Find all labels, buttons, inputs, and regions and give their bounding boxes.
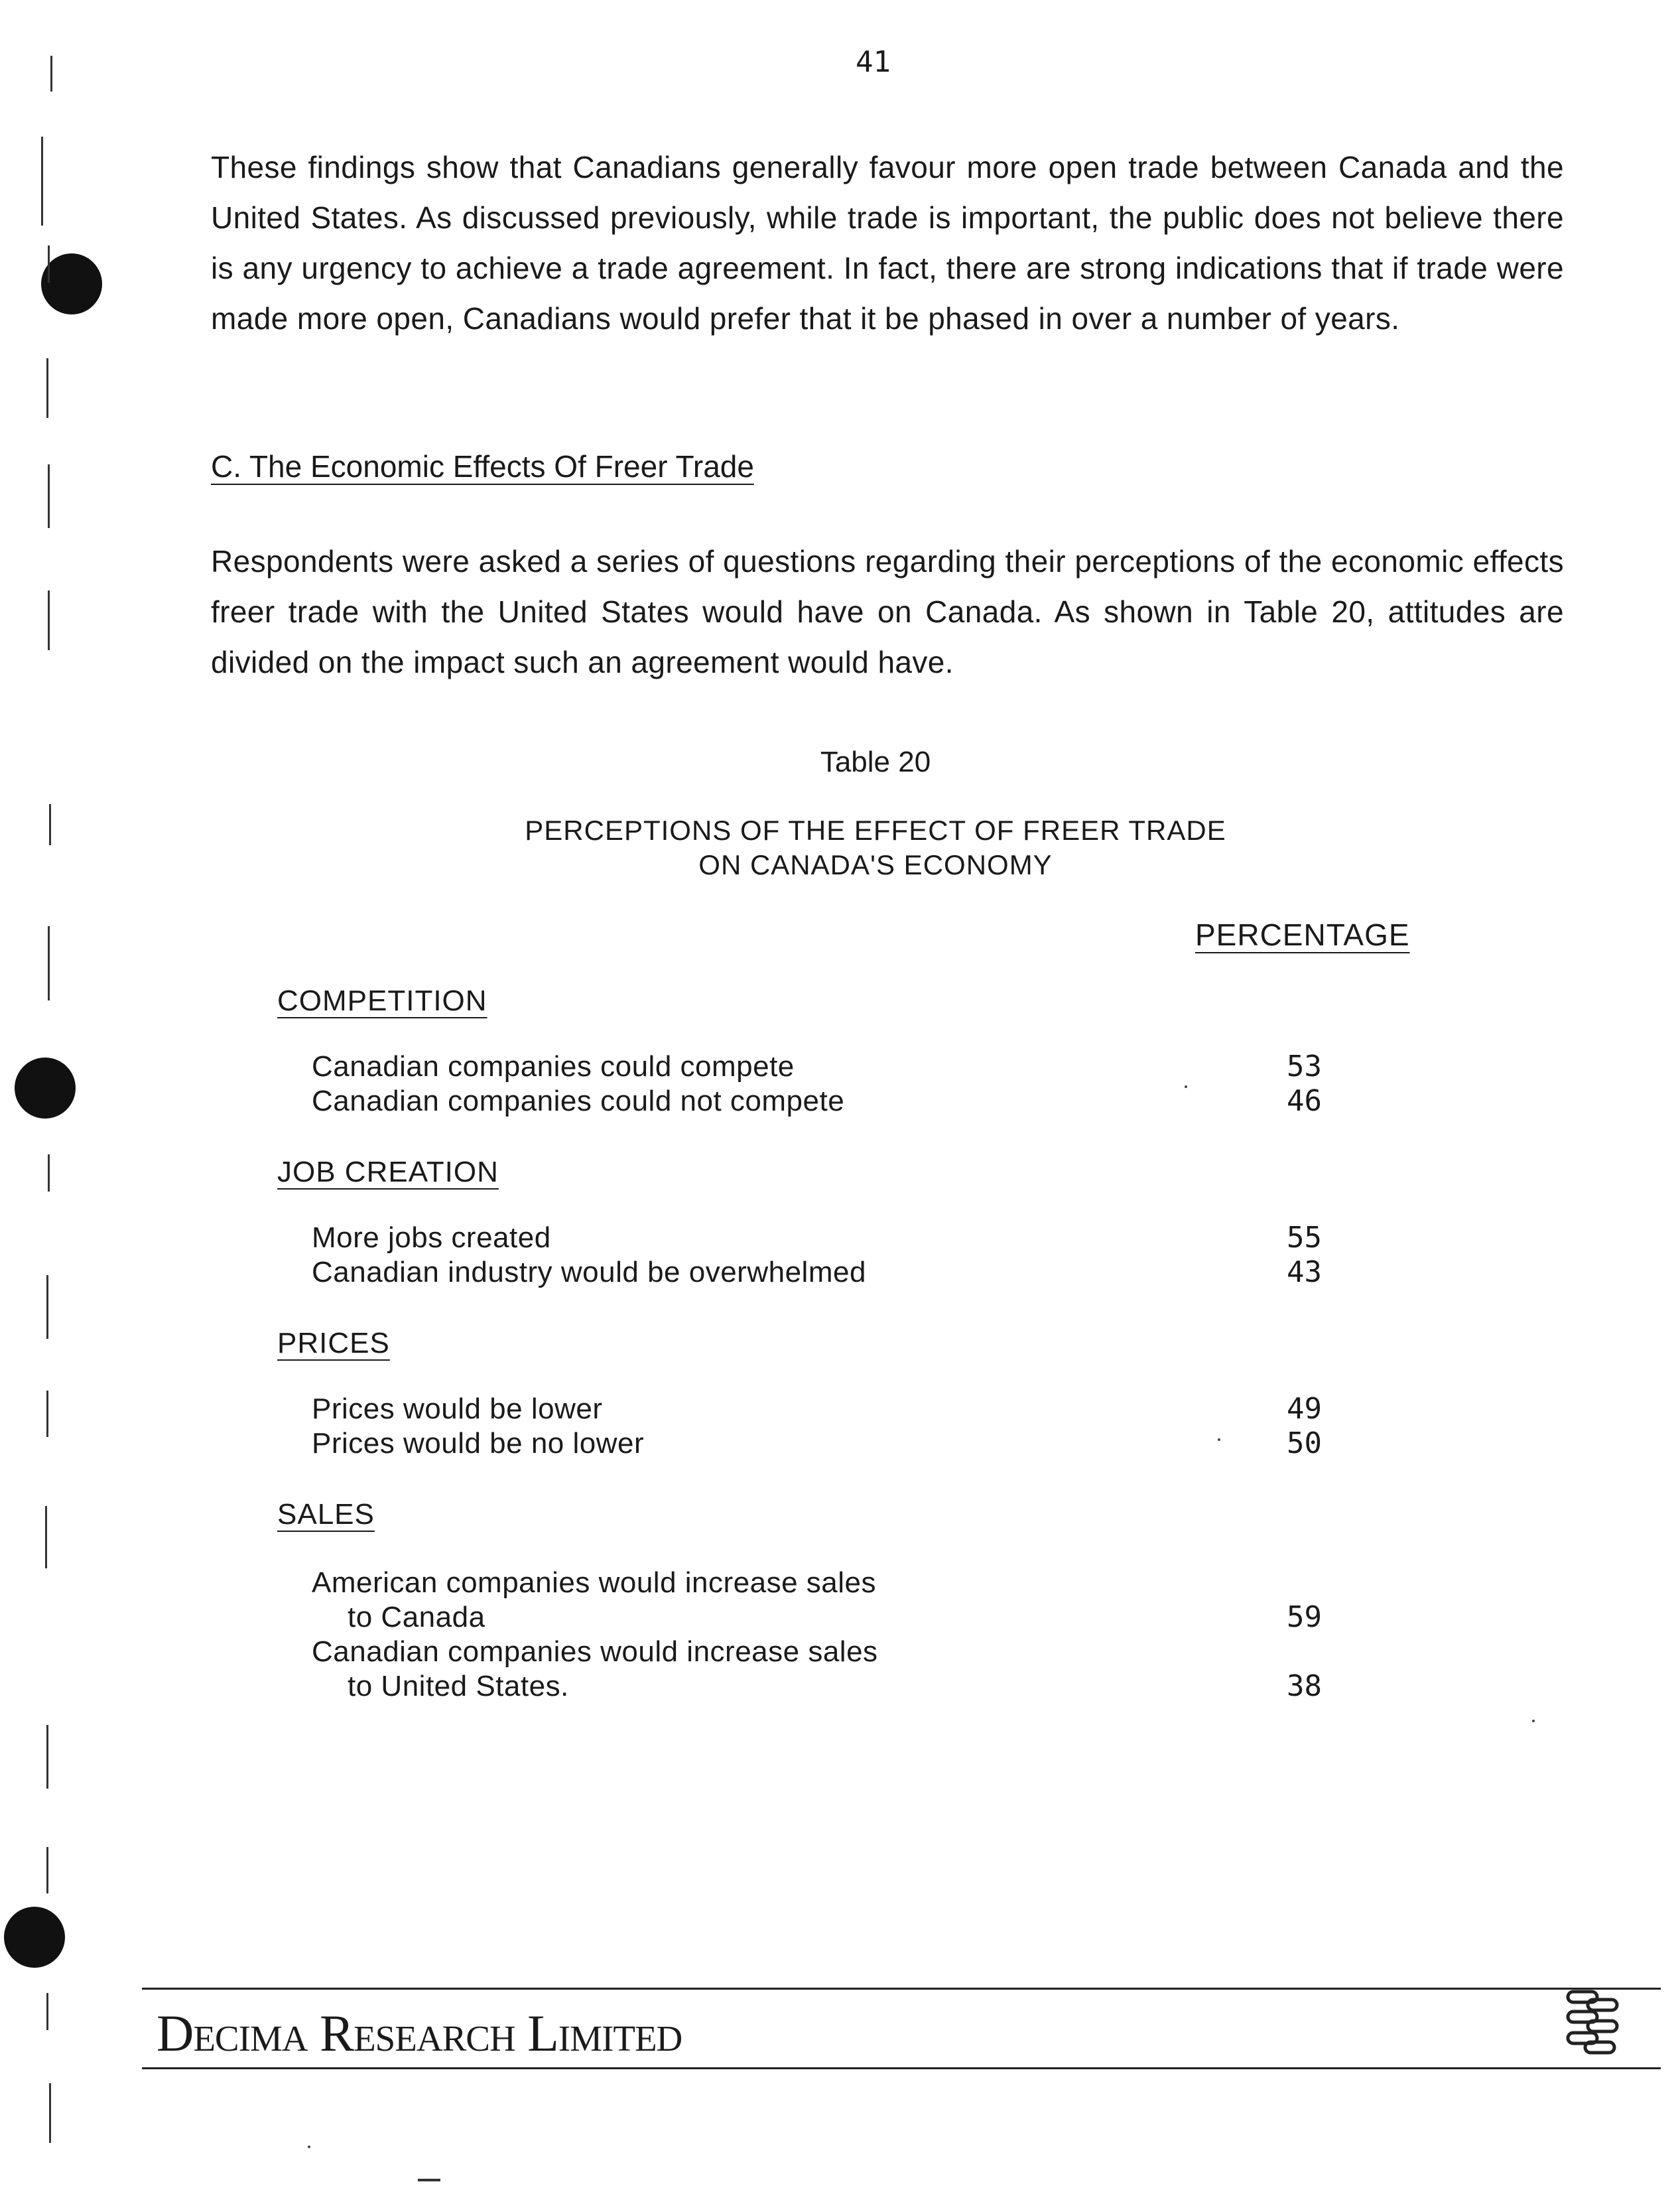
table-row-label-line-2: to United States.	[348, 1670, 569, 1702]
category-prices: PRICES	[277, 1327, 390, 1359]
margin-mark	[49, 804, 51, 845]
table-title	[0, 813, 1680, 882]
margin-mark	[48, 926, 50, 1000]
table-caption: Table 20	[820, 746, 931, 778]
margin-mark	[41, 137, 43, 226]
footer-brand: Decima Research Limited	[157, 2004, 682, 2062]
scan-speck	[1532, 1720, 1535, 1722]
table-row-value: 49	[1287, 1392, 1322, 1426]
scan-speck	[308, 2146, 310, 2148]
table-row-value: 43	[1287, 1255, 1322, 1289]
margin-mark	[46, 1847, 48, 1893]
table-row-label: Canadian companies could not compete	[312, 1085, 845, 1117]
table-row-label	[312, 1566, 876, 1635]
binder-hole	[4, 1907, 65, 1968]
table-row-value: 53	[1287, 1050, 1322, 1083]
category-competition: COMPETITION	[277, 985, 487, 1017]
margin-mark	[46, 358, 48, 418]
margin-mark	[46, 1391, 48, 1437]
category-job-creation: JOB CREATION	[277, 1156, 499, 1188]
table-title-line-1: PERCEPTIONS OF THE EFFECT OF FREER TRADE	[525, 815, 1226, 846]
table-row-value: 50	[1287, 1426, 1322, 1460]
margin-mark	[46, 1725, 48, 1789]
intro-paragraph: These findings show that Canadians generally favour more open trade between Canada and the United States. As discussed previously, while trade is important, the public does not believe there is any urgency to achieve a trade agreement. In fact, there are strong indications that if trade were made more open, Canadians would prefer that it be phased in over a number of years.	[211, 150, 1564, 336]
margin-mark	[48, 245, 50, 283]
margin-mark	[50, 56, 52, 92]
binder-hole	[15, 1058, 76, 1119]
table-row-value: 38	[1287, 1669, 1322, 1703]
table-row-label: Canadian industry would be overwhelmed	[312, 1256, 866, 1288]
percentage-column-header: PERCENTAGE	[1195, 918, 1410, 952]
page-number: 41	[856, 45, 891, 79]
section-paragraph: Respondents were asked a series of questions regarding their perceptions of the economic effects freer trade with the United States would have on Canada. As shown in Table 20, attitudes are divided on the impact such an agreement would have.	[211, 544, 1564, 679]
table-row-label: Prices would be lower	[312, 1393, 603, 1425]
decima-logo-icon	[1559, 1986, 1632, 2059]
margin-mark	[48, 590, 50, 650]
scan-dash	[418, 2179, 440, 2181]
margin-mark	[48, 464, 50, 528]
scan-speck	[1218, 1438, 1220, 1441]
binder-hole	[41, 253, 102, 314]
table-row-value: 55	[1287, 1221, 1322, 1255]
table-row-label: More jobs created	[312, 1221, 551, 1254]
table-row-label-line-1: Canadian companies would increase sales	[312, 1635, 878, 1668]
margin-mark	[45, 1506, 47, 1568]
category-sales: SALES	[277, 1498, 375, 1531]
table-row-label: Canadian companies could compete	[312, 1050, 795, 1083]
margin-mark	[46, 1275, 48, 1339]
table-row-label: Prices would be no lower	[312, 1427, 645, 1460]
section-heading: C. The Economic Effects Of Freer Trade	[211, 449, 754, 484]
table-row-value: 46	[1287, 1084, 1322, 1118]
footer-bottom-rule	[142, 2067, 1661, 2069]
margin-mark	[46, 1993, 48, 2030]
table-row-label	[312, 1635, 878, 1704]
table-title-line-2: ON CANADA'S ECONOMY	[698, 849, 1053, 880]
scan-speck	[1185, 1085, 1187, 1088]
table-row-value: 59	[1287, 1600, 1322, 1634]
margin-mark	[49, 2083, 51, 2143]
table-row-label-line-1: American companies would increase sales	[312, 1566, 877, 1599]
footer-top-rule	[142, 1988, 1661, 1990]
table-row-label-line-2: to Canada	[348, 1601, 485, 1633]
margin-mark	[48, 1154, 50, 1192]
